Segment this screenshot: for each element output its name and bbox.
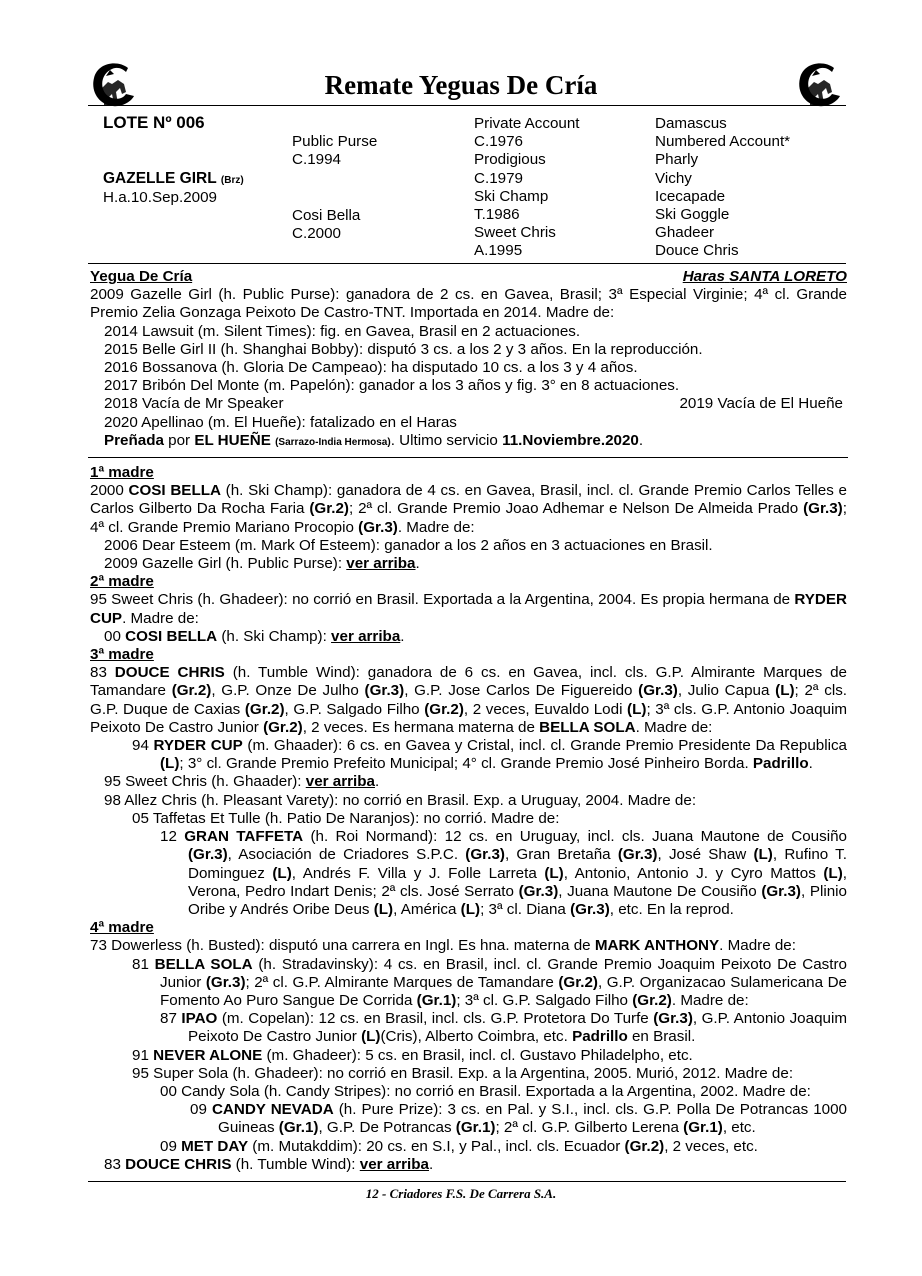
header-rule: [88, 105, 846, 106]
col3-item: Sweet Chris: [474, 224, 556, 242]
madre4-produce-sub: 87 IPAO (m. Copelan): 12 cs. en Brasil, incl. cls. G.P. Protetora Do Turfe (Gr.3), G.P. Antonio Joaquim Peixoto De Castro Junior (L)(Cris), Alberto Coimbra, etc. Padrillo en Brasil.: [160, 1010, 847, 1046]
madre3-text: 83 DOUCE CHRIS (h. Tumble Wind): ganadora de 6 cs. en Gavea, incl. cls. G.P. Almirante Marques de Tamandare (Gr.2), G.P. Onze De Julho (Gr.3), G.P. Jose Carlos De Figuereido (Gr.3), Julio Capua (L); 2ª cls. G.P. Duque de Caxias (Gr.2), G.P. Salgado Filho (Gr.2), 2 veces, Euvaldo Lodi (L); 3ª cls. G.P. Antonio Joaquim Peixoto De Castro Junior (Gr.2), 2 veces. Es hermana materna de BELLA SOLA. Madre de:: [90, 664, 848, 736]
madre4-heading: 4ª madre: [90, 919, 154, 937]
col3-item: Prodigious: [474, 151, 546, 169]
col3-item: Ski Champ: [474, 187, 549, 205]
produce-item: 2017 Bribón Del Monte (m. Papelón): ganador a los 3 años y fig. 3° en 8 actuaciones.: [104, 377, 680, 395]
madre4-produce-sub3: 09 CANDY NEVADA (h. Pure Prize): 3 cs. en Pal. y S.I., incl. cls. G.P. Polla De Potrancas 1000 Guineas (Gr.1), G.P. De Potrancas (Gr.1); 2ª cl. G.P. Gilberto Lerena (Gr.1), etc.: [190, 1101, 847, 1137]
see-above-link: ver arriba: [305, 773, 375, 791]
madre2-produce: 00 COSI BELLA (h. Ski Champ): ver arriba.: [104, 627, 405, 645]
produce-item: 2014 Lawsuit (m. Silent Times): fig. en Gavea, Brasil en 2 actuaciones.: [104, 322, 581, 340]
madre3-produce: 95 Sweet Chris (h. Ghaader): ver arriba.: [104, 773, 380, 791]
sire-info: C.1994: [292, 151, 341, 168]
pedigree-rule: [88, 263, 846, 264]
col4-item: Damascus: [655, 115, 727, 132]
section-divider: [88, 457, 848, 458]
madre1-text: 2000 COSI BELLA (h. Ski Champ): ganadora de 4 cs. en Gavea, Brasil, incl. cl. Grande Premio Carlos Telles e Carlos Gilberto Da Rocha Faria (Gr.2); 2ª cl. Grande Premio Joao Adhemar e Nelson De Almeida Prado (Gr.3); 4ª cl. Grande Premio Mariano Procopio (Gr.3). Madre de:: [90, 482, 847, 536]
lot-number: LOTE Nº 006: [103, 113, 205, 132]
madre3-produce: 94 RYDER CUP (m. Ghaader): 6 cs. en Gavea y Cristal, incl. cl. Grande Premio Presidente Da Republica (L); 3° cl. Grande Premio Prefeito Municipal; 4° cl. Grande Premio José Pinheiro Borda. Padrillo.: [132, 737, 847, 773]
madre3-produce-sub: 05 Taffetas Et Tulle (h. Patio De Naranjos): no corrió. Madre de:: [132, 809, 560, 827]
dam-info: C.2000: [292, 225, 341, 242]
madre4-produce-sub2: 09 MET DAY (m. Mutakddim): 20 cs. en S.I, y Pal., incl. cls. Ecuador (Gr.2), 2 veces, etc.: [160, 1137, 758, 1155]
page-footer: 12 - Criadores F.S. De Carrera S.A.: [365, 1186, 557, 1201]
madre3-produce: 98 Allez Chris (h. Pleasant Varety): no corrió en Brasil. Exp. a Uruguay, 2004. Madre de:: [104, 791, 697, 809]
horse-name: GAZELLE GIRL: [103, 170, 217, 187]
produce-intro: 2009 Gazelle Girl (h. Public Purse): ganadora de 2 cs. en Gavea, Brasil; 3ª Especial Virginie; 4ª cl. Grande Premio Zelia Gonzaga Peixoto De Castro-TNT. Importada en 2014. Madre de:: [90, 286, 847, 322]
madre3-produce-sub2: 12 GRAN TAFFETA (h. Roi Normand): 12 cs. en Uruguay, incl. cls. Juana Mautone de Cousiño (Gr.3), Asociación de Criadores S.P.C. (Gr.3), Gran Bretaña (Gr.3), José Shaw (L), Rufino T. Dominguez (L), Andrés F. Villa y J. Folle Larreta (L), Antonio, Antonio J. y Cyro Mattos (L), Verona, Pedro Indart Denis; 2ª cls. José Serrato (Gr.3), Juana Mautone De Cousiño (Gr.3), Plinio Oribe y Andrés Oribe Deus (L), América (L); 3ª cl. Diana (Gr.3), etc. En la reprod.: [160, 828, 847, 918]
col4-item: Numbered Account*: [655, 133, 791, 151]
see-above-link: ver arriba: [331, 627, 401, 645]
footer-rule: [88, 1181, 846, 1182]
col4-item: Ski Goggle: [655, 206, 730, 224]
pedigree-col3: [474, 115, 580, 261]
madre4-produce-sub2: 00 Candy Sola (h. Candy Stripes): no corrió en Brasil. Exportada a la Argentina, 2002. Madre de:: [160, 1082, 811, 1100]
col3-item: C.1979: [474, 169, 523, 187]
madre2-text: 95 Sweet Chris (h. Ghadeer): no corrió en Brasil. Exportada a la Argentina, 2004. Es propia hermana de RYDER CUP. Madre de:: [90, 591, 847, 627]
horse-name-line: [103, 170, 244, 190]
page-title: Remate Yeguas De Cría: [324, 70, 598, 100]
produce-item: 2015 Belle Girl II (h. Shanghai Bobby): disputó 3 cs. a los 2 y 3 años. En la reproducción.: [104, 340, 703, 358]
stud-name: Haras SANTA LORETO: [682, 268, 847, 285]
col4-item: Ghadeer: [655, 224, 715, 242]
madre3-heading: 3ª madre: [90, 646, 154, 664]
section-label: Yegua De Cría: [90, 268, 193, 285]
produce-item: 2020 Apellinao (m. El Hueñe): fatalizado en el Haras: [104, 413, 457, 431]
section-header: [90, 268, 847, 286]
produce-row-2018: 2018 Vacía de Mr Speaker 2019 Vacía de El Hueñe: [104, 395, 843, 413]
madre4-produce-sub: 91 NEVER ALONE (m. Ghadeer): 5 cs. en Brasil, incl. cl. Gustavo Philadelpho, etc.: [132, 1046, 693, 1064]
col3-item: A.1995: [474, 242, 523, 260]
madre4-produce-sub: 95 Super Sola (h. Ghadeer): no corrió en Brasil. Exp. a la Argentina, 2005. Murió, 2012. Madre de:: [132, 1064, 794, 1082]
col3-item: C.1976: [474, 133, 523, 151]
col4-item: Icecapade: [655, 187, 726, 205]
sire: Public Purse: [292, 133, 378, 150]
pedigree-col4: [655, 115, 790, 261]
madre4-produce: 83 DOUCE CHRIS (h. Tumble Wind): ver arriba.: [104, 1155, 434, 1173]
catalog-body: [90, 268, 847, 1174]
col3-item: Private Account: [474, 115, 580, 132]
col4-item: Pharly: [655, 151, 699, 169]
col4-item: Douce Chris: [655, 242, 739, 260]
madre4-produce: 81 BELLA SOLA (h. Stradavinsky): 4 cs. en Brasil, incl. cl. Grande Premio Joaquim Peixoto De Castro Junior (Gr.3); 2ª cl. G.P. Almirante Marques de Tamandare (Gr.2), G.P. Organizacao Sulamericana De Fomento Ao Puro Sangue De Corrida (Gr.1); 3ª cl. G.P. Salgado Filho (Gr.2). Madre de:: [132, 955, 847, 1009]
madre1-produce: 2009 Gazelle Girl (h. Public Purse): ver arriba.: [104, 555, 420, 573]
pregnancy-status: Preñada por EL HUEÑE (Sarrazo-India Hermosa). Ultimo servicio 11.Noviembre.2020.: [104, 431, 644, 449]
see-above-link: ver arriba: [359, 1155, 429, 1173]
col3-item: T.1986: [474, 206, 520, 224]
madre1-produce: 2006 Dear Esteem (m. Mark Of Esteem): ganador a los 2 años en 3 actuaciones en Brasil.: [104, 536, 713, 554]
col4-item: Vichy: [655, 169, 692, 187]
horse-origin: (Brz): [220, 175, 244, 186]
horse-info: H.a.10.Sep.2009: [103, 189, 217, 206]
madre4-text: 73 Dowerless (h. Busted): disputó una carrera en Ingl. Es hna. materna de MARK ANTHONY. Madre de:: [90, 937, 796, 955]
madre2-heading: 2ª madre: [90, 573, 154, 591]
madre1-heading: 1ª madre: [90, 464, 154, 482]
produce-item: 2016 Bossanova (h. Gloria De Campeao): ha disputado 10 cs. a los 3 y 4 años.: [104, 359, 638, 377]
dam: Cosi Bella: [292, 207, 361, 224]
see-above-link: ver arriba: [346, 555, 416, 573]
